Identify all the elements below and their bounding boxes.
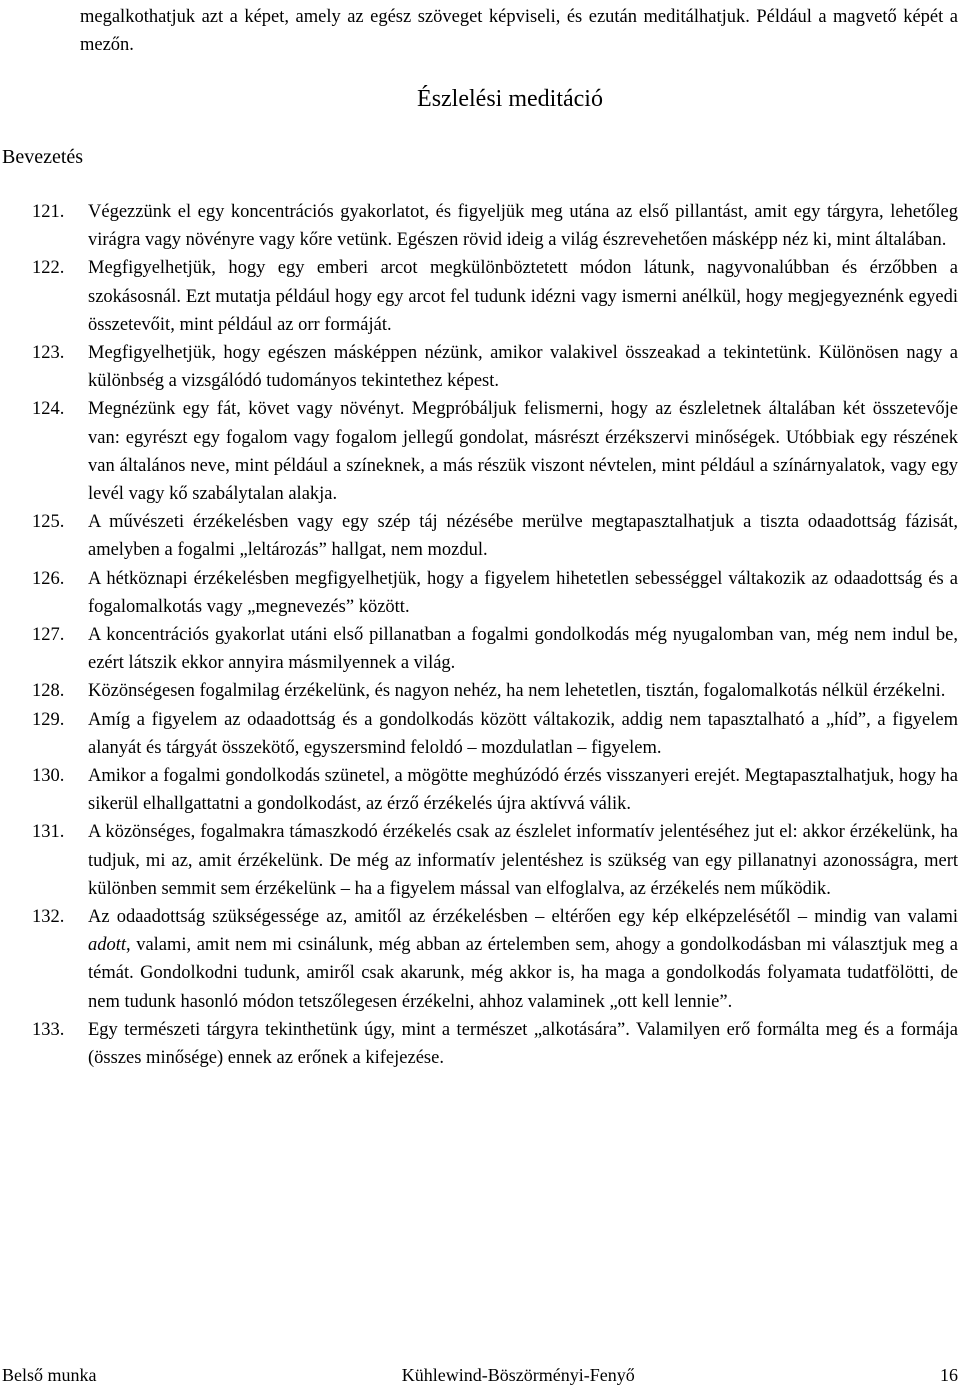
section-heading: Bevezetés (2, 146, 84, 168)
paragraph-130 (32, 762, 958, 818)
paragraph-124 (32, 395, 958, 508)
footer-center: Kühlewind-Böszörményi-Fenyő (401, 1365, 635, 1385)
paragraph-text: Amikor a fogalmi gondolkodás szünetel, a mögötte meghúzódó érzés visszanyeri erejét. Megtapasztalhatjuk, hogy ha sikerül elhallgattatni a gondolkodást, az érző érzékelés újra aktívvá válik. (88, 766, 958, 815)
paragraph-133 (32, 1016, 958, 1072)
paragraph-number: 128. (32, 681, 65, 702)
paragraph-125 (32, 508, 958, 564)
footer-left: Belső munka (2, 1365, 97, 1385)
text-segment: , valami, amit nem mi csinálunk, még abban az értelemben sem, ahogy a gondolkodásban mi választjuk meg a témát. Gondolkodni tudunk, amiről csak akarunk, még akkor is, ha maga a gondolkodás folyamata tudatfölötti, de nem tudunk hasonló módon tetszőlegesen érzékelni, ahhoz valaminek „ott kell lennie”. (88, 935, 958, 1012)
paragraph-122 (32, 254, 958, 339)
paragraph-text (88, 903, 958, 1016)
paragraph-number: 130. (32, 766, 65, 787)
paragraph-number: 121. (32, 202, 65, 222)
paragraph-text: Végezzünk el egy koncentrációs gyakorlatot, és figyeljük meg utána az első pillantást, amit egy tárgyra, lehetőleg virágra vagy növényre vagy kőre vetünk. Egészen rövid ideig a világ észrevehetően másképp néz ki, mint általában. (88, 202, 958, 251)
paragraph-text: A művészeti érzékelésben vagy egy szép táj nézésébe merülve megtapasztalhatjuk a tiszta odaadottság fázisát, amelyben a fogalmi „leltározás” hallgat, nem mozdul. (88, 512, 958, 561)
paragraph-text: Egy természeti tárgyra tekinthetünk úgy, mint a természet „alkotására”. Valamilyen erő formálta meg és a formája (összes minősége) ennek az erőnek a kifejezése. (88, 1019, 958, 1069)
paragraph-text: Megfigyelhetjük, hogy egy emberi arcot megkülönböztetett módon látunk, nagyvonalúbban és érzőbben a szokásosnál. Ezt mutatja például hogy egy arcot fel tudunk idézni vagy ismerni anélkül, hogy megjegyeznénk egyedi összetevőit, mint például az orr formáját. (88, 258, 958, 335)
paragraph-text: Közönségesen fogalmilag érzékelünk, és nagyon nehéz, ha nem lehetetlen, tisztán, fogalomalkotás nélkül érzékelni. (88, 681, 946, 702)
paragraph-number: 122. (32, 258, 65, 279)
page-footer (2, 1364, 958, 1386)
intro-paragraph: megalkothatjuk azt a képet, amely az egész szöveget képviseli, és ezután meditálhatjuk. Például a magvető képét a mezőn. (80, 7, 958, 55)
paragraph-number: 129. (32, 709, 65, 730)
paragraph-number: 132. (32, 907, 65, 928)
page-number: 16 (940, 1365, 958, 1385)
numbered-paragraphs (32, 198, 958, 1072)
paragraph-132 (32, 903, 958, 1016)
emphasized-word: adott (88, 935, 127, 956)
paragraph-131 (32, 818, 958, 903)
paragraph-number: 125. (32, 512, 65, 533)
paragraph-123 (32, 339, 958, 395)
paragraph-text: Amíg a figyelem az odaadottság és a gondolkodás között váltakozik, addig nem tapasztalható a „híd”, a figyelem alanyát és tárgyát összekötő, egyszersmind feloldó – mozdulatlan – figyelem. (88, 709, 958, 758)
paragraph-128 (32, 677, 958, 705)
paragraph-number: 126. (32, 568, 65, 589)
paragraph-number: 133. (32, 1019, 65, 1040)
page-title: Észlelési meditáció (417, 86, 603, 112)
paragraph-number: 127. (32, 625, 65, 646)
paragraph-121 (32, 198, 958, 254)
paragraph-number: 124. (32, 399, 65, 420)
paragraph-126 (32, 565, 958, 621)
paragraph-number: 131. (32, 822, 65, 843)
text-segment: Az odaadottság szükségessége az, amitől az érzékelésben – eltérően egy kép elképzelésétől – mindig van valami (88, 907, 958, 928)
paragraph-number: 123. (32, 343, 65, 364)
paragraph-text: A közönséges, fogalmakra támaszkodó érzékelés csak az észlelet informatív jelentéséhez jut el: akkor érzékelünk, ha tudjuk, mi az, amit érzékelünk. De még az informatív jelentéshez is szükség van egy pillanatnyi azonosságra, mert különben semmit sem érzékelünk – ha a figyelem mással van elfoglalva, az érzékelés nem működik. (88, 822, 958, 899)
paragraph-text: Megfigyelhetjük, hogy egészen másképpen nézünk, amikor valakivel összeakad a tekintetünk. Különösen nagy a különbség a vizsgálódó tudományos tekintethez képest. (88, 343, 958, 392)
paragraph-text: A koncentrációs gyakorlat utáni első pillanatban a fogalmi gondolkodás még nyugalomban van, még nem indul be, ezért látszik ekkor annyira másmilyennek a világ. (88, 625, 958, 674)
paragraph-129 (32, 706, 958, 762)
paragraph-text: A hétköznapi érzékelésben megfigyelhetjük, hogy a figyelem hihetetlen sebességgel váltakozik az odaadottság és a fogalomalkotás vagy „megnevezés” között. (88, 568, 958, 617)
paragraph-text: Megnézünk egy fát, követ vagy növényt. Megpróbáljuk felismerni, hogy az észleletnek általában két összetevője van: egyrészt egy fogalom vagy fogalom jellegű gondolat, másrészt érzékszervi minőségek. Utóbbiak egy részének van általános neve, mint például a színeknek, a más részük viszont névtelen, mint például a színárnyalatok, vagy egy levél vagy kő szabálytalan alakja. (88, 399, 958, 505)
paragraph-127 (32, 621, 958, 677)
